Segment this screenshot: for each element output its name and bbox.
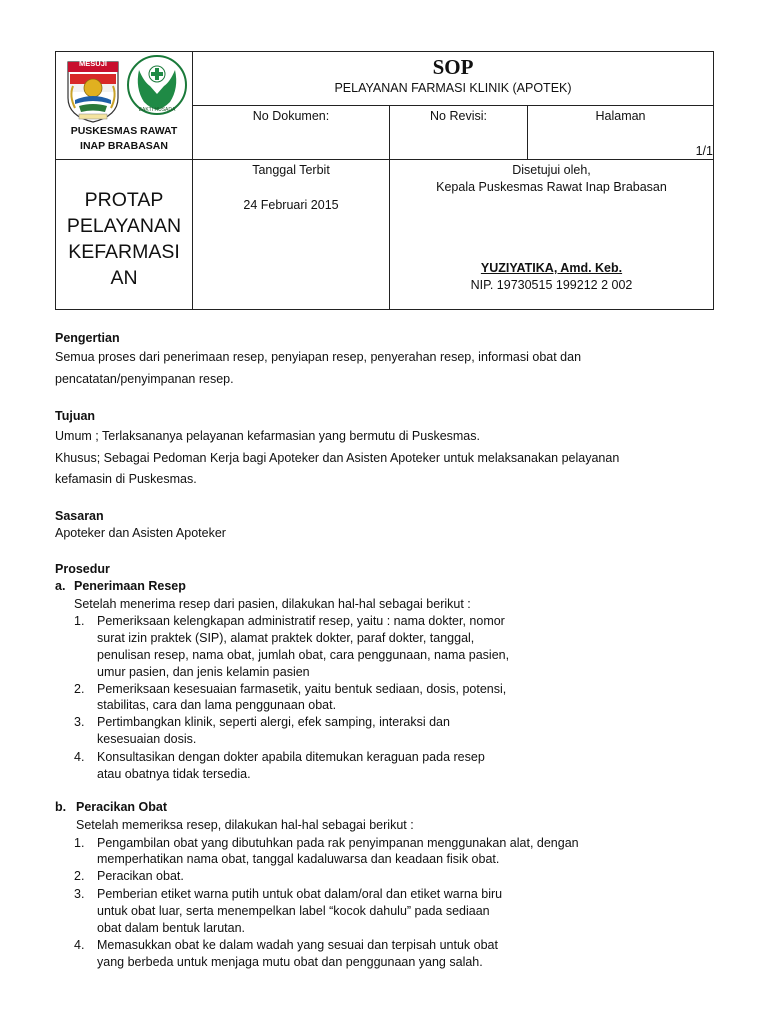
disetujui-line-1: Disetujui oleh, <box>512 163 591 177</box>
tanggal-terbit-label: Tanggal Terbit <box>252 163 330 177</box>
sop-title: SOP <box>432 55 474 79</box>
a-item-1-line: penulisan resep, nama obat, jumlah obat, cara penggunaan, nama pasien, <box>97 648 510 662</box>
prosedur-heading: Prosedur <box>55 562 110 576</box>
a-item-4-num: 4. <box>74 750 85 764</box>
tujuan-line-3: kefamasin di Puskesmas. <box>55 472 197 486</box>
a-item-2-line: stabilitas, cara dan lama penggunaan obat. <box>97 698 337 712</box>
b-item-4-line: yang berbeda untuk menjaga mutu obat dan penggunaan yang salah. <box>97 955 483 969</box>
a-item-4-line: atau obatnya tidak tersedia. <box>97 767 251 781</box>
b-item-1-line: memperhatikan nama obat, tanggal kadaluwarsa dan keadaan fisik obat. <box>97 852 500 866</box>
signer-name: YUZIYATIKA, Amd. Keb. <box>480 261 623 275</box>
bakti-husada-logo-text: BAKTI HUSADA <box>138 107 176 113</box>
section-a-intro: Setelah menerima resep dari pasien, dilakukan hal-hal sebagai berikut : <box>74 597 471 611</box>
halaman-label: Halaman <box>595 109 646 123</box>
no-dokumen-label: No Dokumen: <box>252 109 330 123</box>
a-item-3-line: Pertimbangkan klinik, seperti alergi, efek samping, interaksi dan <box>97 715 450 729</box>
protap-line-4: AN <box>110 267 138 289</box>
b-item-3-num: 3. <box>74 887 85 901</box>
pengertian-line-1: Semua proses dari penerimaan resep, penyiapan resep, penyerahan resep, informasi obat dan <box>55 350 582 364</box>
sasaran-line-1: Apoteker dan Asisten Apoteker <box>55 526 226 540</box>
protap-line-1: PROTAP <box>84 189 164 211</box>
b-item-1-line: Pengambilan obat yang dibutuhkan pada rak penyimpanan menggunakan alat, dengan <box>97 836 579 850</box>
sasaran-heading: Sasaran <box>55 509 104 523</box>
a-item-2-line: Pemeriksaan kesesuaian farmasetik, yaitu bentuk sediaan, dosis, potensi, <box>97 682 507 696</box>
b-item-1-num: 1. <box>74 836 85 850</box>
a-item-3-line: kesesuaian dosis. <box>97 732 197 746</box>
b-item-4-num: 4. <box>74 938 85 952</box>
mesuji-logo-text: MESUJI <box>79 59 107 68</box>
section-b-title: Peracikan Obat <box>76 800 168 814</box>
sop-header-table <box>55 51 714 310</box>
no-revisi-label: No Revisi: <box>430 109 487 123</box>
a-item-1-line: Pemeriksaan kelengkapan administratif resep, yaitu : nama dokter, nomor <box>97 614 505 628</box>
a-item-1-line: umur pasien, dan jenis kelamin pasien <box>97 665 310 679</box>
section-a-title: Penerimaan Resep <box>74 579 186 593</box>
b-item-3-line: Pemberian etiket warna putih untuk obat dalam/oral dan etiket warna biru <box>97 887 503 901</box>
section-b-intro: Setelah memeriksa resep, dilakukan hal-hal sebagai berikut : <box>76 818 414 832</box>
bakti-husada-logo <box>126 54 188 118</box>
pengertian-line-2: pencatatan/penyimpanan resep. <box>55 372 234 386</box>
tujuan-heading: Tujuan <box>55 409 96 423</box>
a-item-2-num: 2. <box>74 682 85 696</box>
org-name-line-1: PUSKESMAS RAWAT <box>70 125 178 137</box>
tanggal-terbit-value: 24 Februari 2015 <box>243 198 339 212</box>
disetujui-line-2: Kepala Puskesmas Rawat Inap Brabasan <box>436 180 667 194</box>
tujuan-line-1: Umum ; Terlaksananya pelayanan kefarmasian yang bermutu di Puskesmas. <box>55 429 480 443</box>
pengertian-heading: Pengertian <box>55 331 120 345</box>
tujuan-line-2: Khusus; Sebagai Pedoman Kerja bagi Apoteker dan Asisten Apoteker untuk melaksanakan pelayanan <box>55 451 620 465</box>
b-item-2-num: 2. <box>74 869 85 883</box>
b-item-4-line: Memasukkan obat ke dalam wadah yang sesuai dan terpisah untuk obat <box>97 938 498 952</box>
a-item-1-line: surat izin praktek (SIP), alamat praktek dokter, paraf dokter, tanggal, <box>97 631 475 645</box>
org-name-line-2: INAP BRABASAN <box>80 140 168 152</box>
a-item-1-num: 1. <box>74 614 85 628</box>
a-item-3-num: 3. <box>74 715 85 729</box>
sop-subtitle: PELAYANAN FARMASI KLINIK (APOTEK) <box>334 81 572 95</box>
section-b-marker: b. <box>55 800 67 814</box>
protap-line-3: KEFARMASI <box>68 241 180 263</box>
a-item-4-line: Konsultasikan dengan dokter apabila ditemukan keraguan pada resep <box>97 750 485 764</box>
b-item-3-line: untuk obat luar, serta menempelkan label “kocok dahulu” pada sediaan <box>97 904 490 918</box>
signer-nip: NIP. 19730515 199212 2 002 <box>470 278 633 292</box>
mesuji-logo <box>65 56 121 124</box>
halaman-value: 1/1 <box>695 144 713 158</box>
b-item-3-line: obat dalam bentuk larutan. <box>97 921 246 935</box>
protap-line-2: PELAYANAN <box>66 215 182 237</box>
b-item-2-line: Peracikan obat. <box>97 869 184 883</box>
section-a-marker: a. <box>55 579 66 593</box>
